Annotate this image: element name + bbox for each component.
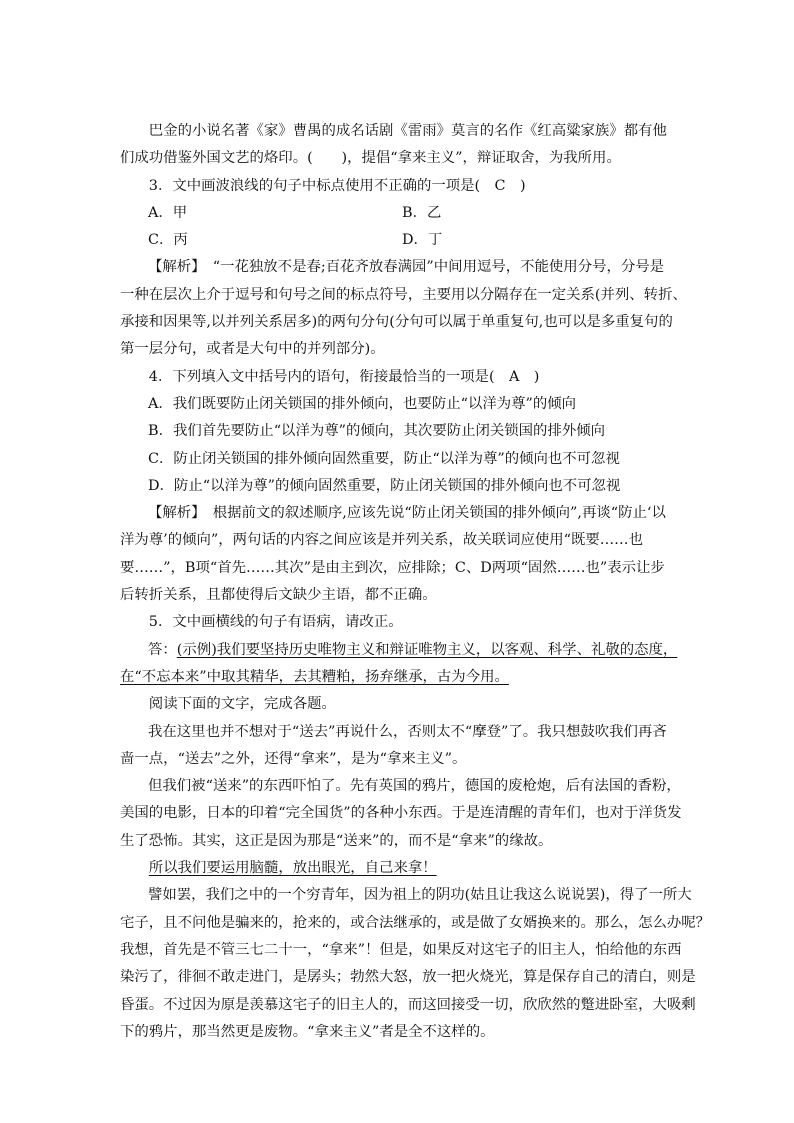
option-b: B．乙 — [402, 204, 442, 221]
text-line: 们成功借鉴外国文艺的烙印。( )，提倡“拿来主义”，辩证取舍，为我所用。 — [120, 150, 621, 167]
question-5-answer — [120, 637, 690, 692]
question-4-options — [120, 391, 690, 500]
text-line: 巴金的小说名著《家》曹禺的成名话剧《雷雨》莫言的名作《红高粱家族》都有他 — [148, 123, 667, 139]
option-d: D．丁 — [402, 232, 443, 249]
passage-intro — [120, 118, 690, 173]
reading-paragraph-4 — [120, 882, 711, 1046]
text-line: 生了恐怖。其实，这正是因为那是“送来”的，而不是“拿来”的缘故。 — [120, 832, 553, 849]
text-line: 但我们被“送来”的东西吓怕了。先有英国的鸦片，德国的废枪炮，后有法国的香粉， — [148, 778, 681, 795]
question-3-analysis — [120, 254, 690, 363]
option-a: A．甲 — [148, 204, 188, 221]
text-line: 承接和因果等,以并列关系居多)的两句分句(分句可以属于单重复句,也可以是多重复句的 — [120, 314, 673, 331]
text-line: 我想，首先是不管三七二十一，“拿来”！但是，如果反对这宅子的旧主人，怕给他的东西 — [120, 941, 682, 958]
text-line: 啬一点，“送去”之外，还得“拿来”，是为“拿来主义”。 — [120, 750, 467, 767]
question-4-analysis — [120, 500, 690, 609]
text-line: 第一层分句，或者是大句中的并列部分)。 — [120, 341, 385, 358]
underlined-sentence: 所以我们要运用脑髓，放出眼光，自己来拿！ — [148, 860, 437, 877]
text-line: 要……”，B项“首先……其次”是由主到次，应排除；C、D两项“固然……也”表示让步 — [120, 559, 665, 576]
text-line: 下的鸦片，那当然更是废物。“拿来主义”者是全不这样的。 — [120, 1023, 495, 1040]
question-3-options-row-2 — [120, 227, 690, 254]
option-c: C．防止闭关锁国的排外倾向固然重要，防止“以洋为尊”的倾向也不可忽视 — [148, 450, 620, 467]
reading-paragraph-2 — [120, 773, 690, 855]
option-b: B．我们首先要防止“以洋为尊”的倾向，其次要防止闭关锁国的排外倾向 — [148, 423, 606, 440]
answer-label: 答： — [148, 641, 177, 658]
option-a: A．我们既要防止闭关锁国的排外倾向，也要防止“以洋为尊”的倾向 — [148, 395, 577, 412]
text-line: 染污了，徘徊不敢走进门，是孱头；勃然大怒，放一把火烧光，算是保存自己的清白，则是 — [120, 969, 696, 986]
text-line: 昏蛋。不过因为原是羡慕这宅子的旧主人的，而这回接受一切，欣欣然的蹩进卧室，大吸剩 — [120, 996, 696, 1013]
reading-paragraph-3 — [120, 855, 690, 882]
answer-text: 在“不忘本来”中取其精华，去其糟粕，扬弃继承，古为今用。 — [120, 668, 509, 685]
text-line: 洋为尊’的倾向”，两句话的内容之间应该是并列关系，故关联词应使用“既要……也 — [120, 532, 643, 549]
question-5-stem: 5．文中画横线的句子有语病，请改正。 — [148, 614, 403, 631]
text-line: 我在这里也并不想对于“送去”再说什么，否则太不“摩登”了。我只想鼓吹我们再吝 — [148, 723, 667, 740]
text-line: 美国的电影，日本的印着“完全国货”的各种小东西。于是连清醒的青年们，也对于洋货发 — [120, 805, 682, 822]
text-line: 【解析】 “一花独放不是春;百花齐放春满园”中间用逗号，不能使用分号，分号是 — [148, 259, 665, 276]
question-3-stem: 3．文中画波浪线的句子中标点使用不正确的一项是( C ) — [148, 177, 526, 194]
text-line: 【解析】 根据前文的叙述顺序,应该先说“防止闭关锁国的排外倾向”,再谈“防止‘以 — [148, 505, 666, 522]
option-d: D．防止“以洋为尊”的倾向固然重要，防止闭关锁国的排外倾向也不可忽视 — [148, 477, 621, 494]
question-4-stem: 4．下列填入文中括号内的语句，衔接最恰当的一项是( A ) — [148, 368, 540, 385]
answer-line — [120, 637, 690, 664]
text-line: 譬如罢，我们之中的一个穷青年，因为祖上的阴功(姑且让我这么说说罢)，得了一所大 — [148, 887, 692, 904]
option-c: C．丙 — [148, 232, 188, 249]
question-3-options-row-1 — [120, 200, 690, 227]
reading-paragraph-1 — [120, 719, 690, 774]
document-body — [120, 118, 711, 1046]
answer-text: (示例)我们要坚持历史唯物主义和辩证唯物主义，以客观、科学、礼敬的态度， — [176, 641, 678, 658]
text-line: 后转折关系，且都使得后文缺少主语，都不正确。 — [120, 587, 437, 604]
answer-line — [120, 664, 690, 691]
text-line: 一种在层次上介于逗号和句号之间的标点符号，主要用以分隔存在一定关系(并列、转折、 — [120, 286, 687, 303]
reading-instruction: 阅读下面的文字，完成各题。 — [148, 696, 336, 713]
text-line: 宅子，且不问他是骗来的，抢来的，或合法继承的，或是做了女婿换来的。那么，怎么办呢？ — [120, 914, 711, 931]
